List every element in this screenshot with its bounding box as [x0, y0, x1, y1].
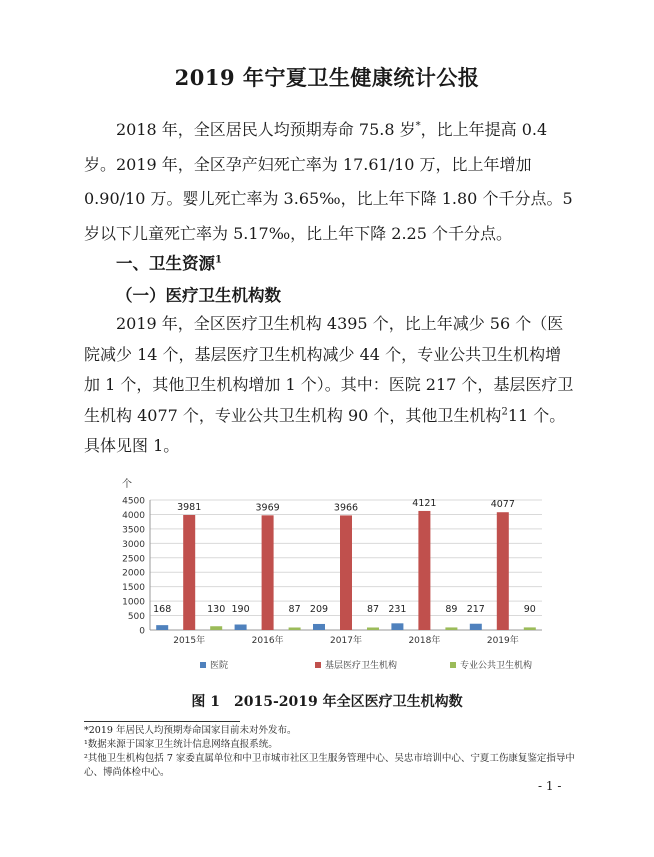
x-tick-label: 2017年: [330, 636, 362, 646]
data-label: 87: [288, 604, 301, 615]
footnote-item: ²其他卫生机构包括 7 家委直属单位和中卫市城市社区卫生服务管理中心、吴忠市培训中心、宁夏工伤康复鉴定指导中心、博尚体检中心。: [84, 753, 575, 778]
data-label: 3969: [255, 502, 280, 514]
bar: [391, 623, 403, 630]
paragraph-institutions: [84, 309, 576, 462]
bar: [367, 627, 379, 630]
paragraph-text: 11 个。具体见图 1。: [84, 405, 566, 456]
y-tick-label: 2500: [122, 554, 145, 565]
y-tick-label: 1500: [122, 583, 145, 594]
footnote-marker: 1: [215, 254, 222, 266]
data-label: 87: [366, 604, 380, 615]
bar: [497, 512, 509, 630]
y-tick-label: 3500: [122, 525, 145, 536]
bar: [210, 626, 222, 630]
data-label: 168: [153, 604, 172, 615]
footnote-marker: *: [415, 120, 421, 132]
data-label: 4077: [490, 499, 515, 511]
legend-swatch: [315, 662, 321, 668]
data-label: 231: [388, 604, 407, 615]
data-label: 190: [231, 604, 250, 615]
x-tick-label: 2019年: [486, 636, 519, 646]
x-tick-label: 2018年: [408, 636, 441, 646]
data-label: 217: [466, 604, 485, 615]
document-title: 2019 年宁夏卫生健康统计公报: [174, 65, 480, 90]
subsection-heading: （一）医疗卫生机构数: [116, 286, 281, 305]
footnote-item: *2019 年居民人均预期寿命国家目前未对外发布。: [84, 725, 297, 736]
data-label: 90: [523, 604, 536, 615]
data-label: 4121: [412, 497, 437, 509]
y-axis-unit-label: 个: [122, 479, 132, 490]
footnote-divider: [84, 721, 240, 722]
bar: [418, 511, 430, 630]
footnote-item: ¹数据来源于国家卫生统计信息网络直报系统。: [84, 739, 278, 750]
y-tick-label: 500: [127, 612, 145, 623]
x-tick-label: 2016年: [251, 636, 284, 646]
y-tick-label: 2000: [122, 568, 145, 579]
y-tick-label: 4000: [122, 510, 145, 521]
bar: [524, 627, 536, 630]
bar: [340, 515, 352, 630]
data-label: 209: [309, 604, 329, 615]
bar: [313, 624, 325, 630]
y-tick-label: 1000: [122, 597, 145, 608]
data-label: 3966: [333, 502, 359, 514]
paragraph-text: 2018 年，全区居民人均预期寿命 75.8 岁: [116, 120, 416, 139]
bar: [289, 627, 301, 630]
x-tick-label: 2015年: [173, 636, 206, 646]
legend-swatch: [200, 662, 206, 668]
bar: [470, 624, 482, 630]
bar: [235, 625, 247, 630]
section-heading: [116, 250, 222, 274]
paragraph-text: 2019 年，全区医疗卫生机构 4395 个，比上年减少 56 个（医院减少 14 个，基层医疗卫生机构减少 44 个，专业公共卫生机构增加 1 个，其他卫生机构增加 1 个）。其中：医院 217 个，基层医疗卫生机构 4077 个，专业公共卫生机构 90 个，其他卫生机构: [84, 314, 574, 425]
y-tick-label: 0: [139, 626, 145, 637]
page-number: - 1 -: [538, 779, 562, 793]
figure-caption: 图 1 2015-2019 年全区医疗卫生机构数: [191, 694, 463, 710]
data-label: 3981: [177, 501, 202, 513]
bar: [156, 625, 168, 630]
legend-label: 基层医疗卫生机构: [325, 661, 398, 671]
legend-label: 医院: [210, 661, 229, 671]
legend-label: 专业公共卫生机构: [460, 661, 533, 671]
data-label: 89: [445, 604, 458, 615]
y-tick-label: 4500: [122, 496, 145, 507]
y-tick-label: 3000: [122, 539, 145, 550]
institutions-bar-chart: [110, 473, 554, 685]
chart-svg: [110, 473, 554, 685]
section-heading-text: 一、卫生资源: [116, 254, 215, 273]
bar: [445, 627, 457, 630]
paragraph-life-expectancy: [84, 113, 576, 251]
bar: [183, 515, 195, 630]
bar: [262, 515, 274, 630]
paragraph-text: ，比上年提高 0.4 岁。2019 年，全区孕产妇死亡率为 17.61/10 万，比上年增加 0.90/10 万。婴儿死亡率为 3.65‰，比上年下降 1.80 个千分点。5 岁以下儿童死亡率为 5.17‰，比上年下降 2.25 个千分点。: [84, 120, 573, 243]
legend-swatch: [450, 662, 456, 668]
footnotes: [84, 724, 584, 780]
footnote-marker: 2: [501, 406, 508, 418]
data-label: 130: [207, 604, 226, 615]
